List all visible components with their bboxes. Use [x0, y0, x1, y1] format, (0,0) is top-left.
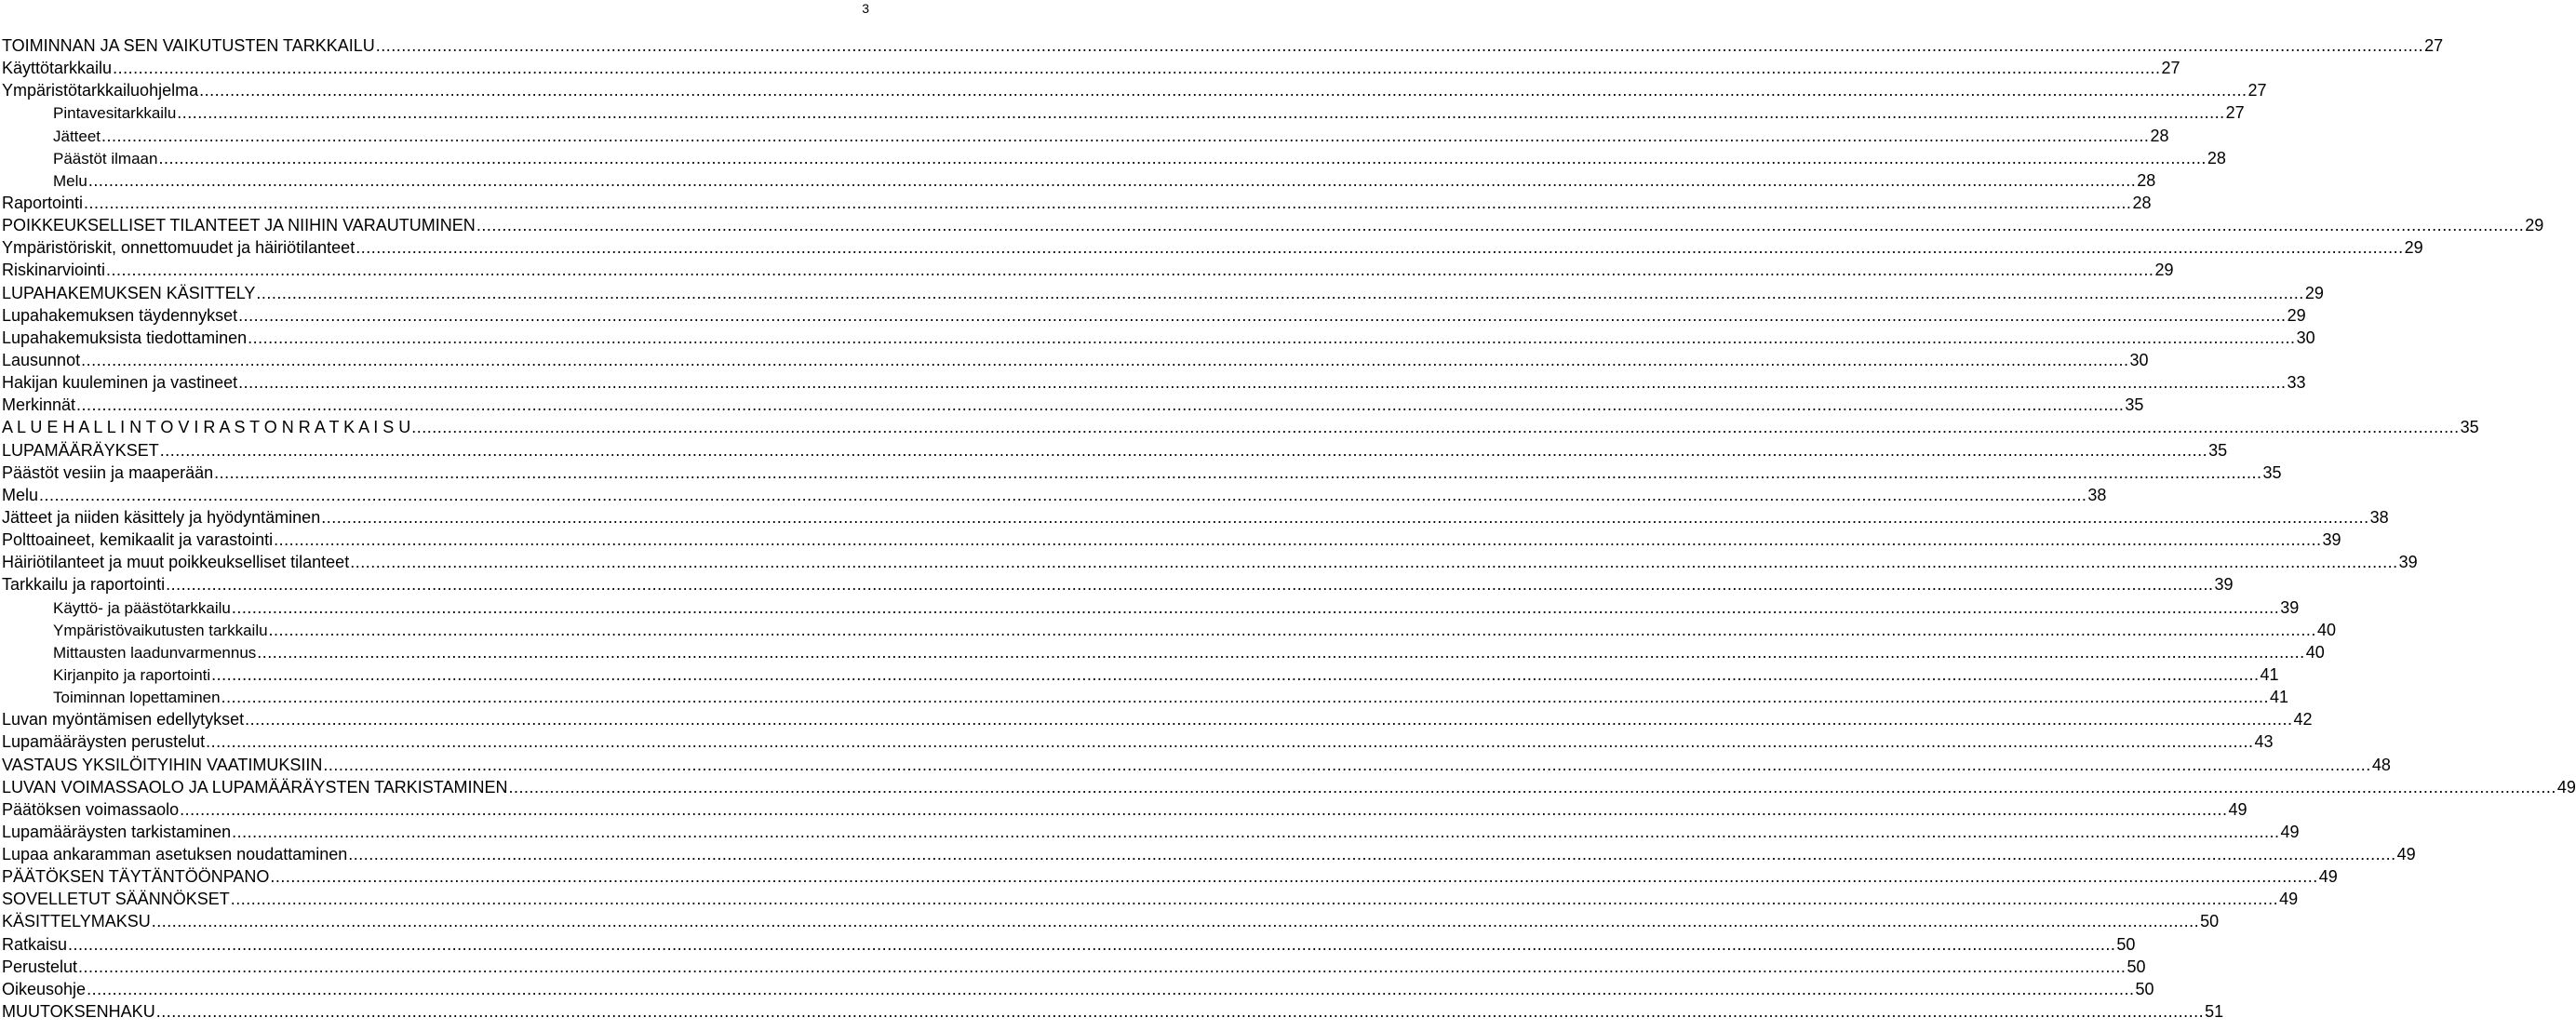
toc-entry-title: Pintavesitarkkailu — [53, 104, 177, 123]
toc-dot-leader: ................................................................................................................................................................................................................................................................................................................................................................................................................ — [151, 912, 2200, 931]
toc-entry[interactable] — [2, 125, 2169, 147]
toc-entry[interactable] — [2, 192, 2152, 214]
toc-entry[interactable] — [2, 776, 2576, 798]
toc-entry[interactable] — [2, 754, 2391, 776]
toc-dot-leader: ................................................................................................................................................................................................................................................................................................................................................................................................................ — [230, 890, 2279, 909]
toc-entry[interactable] — [2, 304, 2306, 327]
toc-entry[interactable] — [2, 259, 2174, 281]
toc-entry-page: 28 — [2132, 193, 2152, 212]
toc-dot-leader: ................................................................................................................................................................................................................................................................................................................................................................................................................ — [211, 664, 2260, 684]
toc-entry-title: Tarkkailu ja raportointi — [2, 575, 166, 595]
toc-entry[interactable] — [2, 573, 2234, 596]
toc-dot-leader: ................................................................................................................................................................................................................................................................................................................................................................................................................ — [245, 710, 2293, 730]
toc-dot-leader: ................................................................................................................................................................................................................................................................................................................................................................................................................ — [78, 957, 2127, 976]
toc-entry[interactable] — [2, 416, 2479, 438]
toc-dot-leader: ................................................................................................................................................................................................................................................................................................................................................................................................................ — [238, 305, 2287, 325]
toc-entry-page: 29 — [2404, 238, 2423, 258]
toc-entry[interactable] — [2, 708, 2313, 730]
toc-entry-title: SOVELLETUT SÄÄNNÖKSET — [2, 890, 230, 909]
toc-entry[interactable] — [2, 394, 2144, 416]
toc-entry-title: LUPAHAKEMUKSEN KÄSITTELY — [2, 283, 256, 302]
toc-dot-leader: ................................................................................................................................................................................................................................................................................................................................................................................................................ — [238, 373, 2287, 393]
toc-entry-title: Häiriötilanteet ja muut poikkeukselliset tilanteet — [2, 553, 350, 572]
toc-entry[interactable] — [2, 34, 2444, 57]
toc-entry-page: 39 — [2398, 553, 2418, 572]
toc-entry-page: 27 — [2225, 103, 2245, 123]
toc-entry[interactable] — [2, 865, 2338, 888]
toc-entry-title: VASTAUS YKSILÖITYIHIN VAATIMUKSIIN — [2, 755, 323, 774]
toc-entry[interactable] — [2, 484, 2107, 506]
toc-entry-title: Lupahakemuksista tiedottaminen — [2, 328, 248, 347]
toc-dot-leader: ................................................................................................................................................................................................................................................................................................................................................................................................................ — [106, 261, 2154, 280]
toc-entry-title: Riskinarviointi — [2, 261, 106, 280]
toc-entry[interactable] — [2, 371, 2306, 394]
toc-dot-leader: ................................................................................................................................................................................................................................................................................................................................................................................................................ — [87, 979, 2135, 998]
toc-entry-title: Ympäristötarkkailuohjelma — [2, 81, 199, 100]
toc-dot-leader: ................................................................................................................................................................................................................................................................................................................................................................................................................ — [256, 283, 2304, 302]
toc-entry-title: Melu — [2, 485, 39, 504]
toc-entry-title: Päästöt ilmaan — [53, 149, 158, 167]
table-of-contents — [2, 34, 2576, 1023]
toc-entry[interactable] — [2, 798, 2247, 821]
toc-entry-page: 49 — [2396, 845, 2416, 864]
toc-entry-page: 49 — [2228, 799, 2247, 819]
toc-entry-title: Luvan myöntämisen edellytykset — [2, 710, 245, 730]
toc-entry-title: Jätteet ja niiden käsittely ja hyödyntäminen — [2, 507, 321, 527]
toc-entry[interactable] — [2, 147, 2226, 169]
toc-dot-leader: ................................................................................................................................................................................................................................................................................................................................................................................................................ — [206, 732, 2254, 752]
toc-entry[interactable] — [2, 101, 2245, 124]
toc-entry-title: Ympäristöriskit, onnettomuudet ja häiriötilanteet — [2, 238, 356, 258]
toc-dot-leader: ................................................................................................................................................................................................................................................................................................................................................................................................................ — [248, 328, 2296, 347]
toc-entry[interactable] — [2, 462, 2282, 484]
toc-entry[interactable] — [2, 529, 2341, 551]
toc-entry-title: Raportointi — [2, 193, 84, 212]
toc-entry[interactable] — [2, 57, 2180, 79]
toc-entry-page: 39 — [2280, 597, 2300, 617]
toc-entry[interactable] — [2, 843, 2416, 865]
toc-entry-title: Ratkaisu — [2, 934, 68, 954]
toc-entry-page: 42 — [2293, 710, 2313, 730]
toc-entry-page: 35 — [2208, 440, 2228, 460]
toc-dot-leader: ................................................................................................................................................................................................................................................................................................................................................................................................................ — [232, 822, 2280, 841]
toc-dot-leader: ................................................................................................................................................................................................................................................................................................................................................................................................................ — [76, 395, 2125, 415]
toc-entry-title: Mittausten laadunvarmennus — [53, 643, 257, 662]
toc-entry-page: 50 — [2116, 934, 2136, 954]
toc-entry-page: 49 — [2280, 822, 2300, 841]
toc-entry-title: Lupamääräysten tarkistaminen — [2, 822, 232, 841]
toc-dot-leader: ................................................................................................................................................................................................................................................................................................................................................................................................................ — [231, 597, 2280, 617]
toc-entry-title: Lupamääräysten perustelut — [2, 732, 206, 752]
toc-entry-title: TOIMINNAN JA SEN VAIKUTUSTEN TARKKAILU — [2, 36, 375, 55]
toc-entry[interactable] — [2, 596, 2300, 619]
toc-dot-leader: ................................................................................................................................................................................................................................................................................................................................................................................................................ — [321, 507, 2369, 527]
toc-entry-page: 38 — [2369, 507, 2389, 527]
toc-dot-leader: ................................................................................................................................................................................................................................................................................................................................................................................................................ — [180, 799, 2228, 819]
toc-entry-title: Lupaa ankaramman asetuksen noudattaminen — [2, 845, 348, 864]
toc-entry-page: 29 — [2525, 216, 2544, 235]
toc-entry-page: 38 — [2087, 485, 2107, 504]
toc-entry[interactable] — [2, 349, 2149, 371]
toc-entry[interactable] — [2, 956, 2146, 978]
toc-entry[interactable] — [2, 663, 2279, 686]
toc-dot-leader: ................................................................................................................................................................................................................................................................................................................................................................................................................ — [199, 81, 2247, 100]
toc-entry-title: Päästöt vesiin ja maaperään — [2, 462, 214, 482]
toc-dot-leader: ................................................................................................................................................................................................................................................................................................................................................................................................................ — [350, 553, 2398, 572]
toc-dot-leader: ................................................................................................................................................................................................................................................................................................................................................................................................................ — [101, 126, 2150, 145]
toc-entry[interactable] — [2, 978, 2154, 1000]
toc-entry-page: 49 — [2318, 867, 2338, 887]
toc-dot-leader: ................................................................................................................................................................................................................................................................................................................................................................................................................ — [476, 216, 2525, 235]
toc-dot-leader: ................................................................................................................................................................................................................................................................................................................................................................................................................ — [270, 867, 2318, 887]
toc-entry-page: 48 — [2371, 755, 2391, 774]
toc-entry[interactable] — [2, 821, 2300, 843]
toc-entry-page: 35 — [2262, 462, 2282, 482]
toc-dot-leader: ................................................................................................................................................................................................................................................................................................................................................................................................................ — [158, 148, 2207, 167]
toc-entry-title: LUVAN VOIMASSAOLO JA LUPAMÄÄRÄYSTEN TARKISTAMINEN — [2, 777, 508, 797]
toc-entry-page: 50 — [2127, 957, 2146, 976]
toc-entry-title: Ympäristövaikutusten tarkkailu — [53, 621, 268, 639]
toc-entry[interactable] — [2, 439, 2228, 462]
toc-entry-page: 39 — [2322, 530, 2341, 550]
toc-entry-page: 39 — [2214, 575, 2234, 595]
toc-entry-title: Käyttötarkkailu — [2, 59, 113, 78]
toc-dot-leader: ................................................................................................................................................................................................................................................................................................................................................................................................................ — [356, 238, 2404, 258]
toc-dot-leader: ................................................................................................................................................................................................................................................................................................................................................................................................................ — [268, 620, 2316, 639]
toc-entry[interactable] — [2, 641, 2325, 663]
toc-entry-page: 41 — [2269, 688, 2288, 707]
toc-entry-page: 28 — [2150, 126, 2169, 145]
toc-entry-title: LUPAMÄÄRÄYKSET — [2, 440, 159, 460]
toc-dot-leader: ................................................................................................................................................................................................................................................................................................................................................................................................................ — [348, 845, 2396, 864]
toc-entry-page: 33 — [2287, 373, 2306, 393]
toc-dot-leader: ................................................................................................................................................................................................................................................................................................................................................................................................................ — [375, 36, 2424, 55]
toc-entry[interactable] — [2, 730, 2274, 753]
toc-entry[interactable] — [2, 933, 2136, 956]
toc-entry-title: Jätteet — [53, 127, 101, 145]
toc-entry[interactable] — [2, 327, 2315, 349]
toc-dot-leader: ................................................................................................................................................................................................................................................................................................................................................................................................................ — [323, 755, 2371, 774]
toc-entry-title: Polttoaineet, kemikaalit ja varastointi — [2, 530, 274, 550]
toc-entry[interactable] — [2, 506, 2389, 529]
toc-dot-leader: ................................................................................................................................................................................................................................................................................................................................................................................................................ — [221, 688, 2269, 707]
toc-dot-leader: ................................................................................................................................................................................................................................................................................................................................................................................................................ — [87, 170, 2137, 190]
toc-dot-leader: ................................................................................................................................................................................................................................................................................................................................................................................................................ — [508, 777, 2556, 797]
toc-entry-title: Melu — [53, 171, 87, 190]
toc-entry-page: 30 — [2296, 328, 2315, 347]
toc-entry-title: Lausunnot — [2, 350, 81, 369]
toc-entry[interactable] — [2, 79, 2267, 101]
toc-entry-title: Käyttö- ja päästötarkkailu — [53, 598, 231, 617]
toc-entry-page: 30 — [2129, 350, 2149, 369]
toc-entry-page: 35 — [2460, 418, 2479, 437]
toc-entry[interactable] — [2, 236, 2423, 259]
toc-entry-title: Lupahakemuksen täydennykset — [2, 305, 238, 325]
toc-entry-page: 49 — [2556, 777, 2576, 797]
toc-entry-title: PÄÄTÖKSEN TÄYTÄNTÖÖNPANO — [2, 867, 270, 887]
toc-entry-page: 50 — [2200, 912, 2220, 931]
toc-entry-page: 27 — [2424, 36, 2444, 55]
toc-dot-leader: ................................................................................................................................................................................................................................................................................................................................................................................................................ — [113, 59, 2161, 78]
toc-dot-leader: ................................................................................................................................................................................................................................................................................................................................................................................................................ — [177, 103, 2225, 123]
toc-entry[interactable] — [2, 686, 2288, 708]
page-number: 3 — [862, 1, 869, 16]
toc-entry[interactable] — [2, 619, 2336, 641]
toc-entry-page: 43 — [2254, 732, 2274, 752]
toc-entry-title: POIKKEUKSELLISET TILANTEET JA NIIHIN VARAUTUMINEN — [2, 216, 476, 235]
toc-entry-page: 29 — [2304, 283, 2324, 302]
toc-entry-page: 51 — [2205, 1002, 2224, 1022]
toc-entry[interactable] — [2, 888, 2299, 910]
toc-entry-page: 29 — [2154, 261, 2174, 280]
toc-entry-title: Hakijan kuuleminen ja vastineet — [2, 373, 238, 393]
toc-entry-page: 50 — [2135, 979, 2154, 998]
toc-entry-title: KÄSITTELYMAKSU — [2, 912, 151, 931]
toc-entry[interactable] — [2, 551, 2418, 573]
toc-dot-leader: ................................................................................................................................................................................................................................................................................................................................................................................................................ — [274, 530, 2322, 550]
toc-dot-leader: ................................................................................................................................................................................................................................................................................................................................................................................................................ — [68, 934, 2116, 954]
toc-entry-title: Perustelut — [2, 957, 78, 976]
toc-entry-page: 35 — [2125, 395, 2144, 415]
toc-entry-page: 28 — [2137, 170, 2156, 190]
toc-dot-leader: ................................................................................................................................................................................................................................................................................................................................................................................................................ — [257, 642, 2305, 662]
toc-entry-title: A L U E H A L L I N T O V I R A S T O N R A T K A I S U — [2, 418, 411, 437]
toc-entry-title: MUUTOKSENHAKU — [2, 1002, 155, 1022]
toc-entry-page: 29 — [2287, 305, 2306, 325]
toc-entry-title: Kirjanpito ja raportointi — [53, 665, 211, 684]
toc-entry-title: Merkinnät — [2, 395, 76, 415]
toc-entry-page: 40 — [2305, 642, 2325, 662]
toc-entry[interactable] — [2, 282, 2324, 304]
toc-dot-leader: ................................................................................................................................................................................................................................................................................................................................................................................................................ — [214, 462, 2262, 482]
toc-dot-leader: ................................................................................................................................................................................................................................................................................................................................................................................................................ — [411, 418, 2460, 437]
toc-entry-page: 28 — [2207, 148, 2226, 167]
toc-dot-leader: ................................................................................................................................................................................................................................................................................................................................................................................................................ — [166, 575, 2214, 595]
toc-entry-page: 27 — [2161, 59, 2180, 78]
toc-entry-page: 27 — [2247, 81, 2267, 100]
toc-entry-page: 41 — [2260, 664, 2279, 684]
toc-dot-leader: ................................................................................................................................................................................................................................................................................................................................................................................................................ — [159, 440, 2208, 460]
toc-entry-title: Toiminnan lopettaminen — [53, 689, 221, 707]
toc-dot-leader: ................................................................................................................................................................................................................................................................................................................................................................................................................ — [81, 350, 2129, 369]
toc-entry[interactable] — [2, 910, 2220, 932]
toc-entry-title: Päätöksen voimassaolo — [2, 799, 180, 819]
toc-entry[interactable] — [2, 169, 2156, 192]
toc-entry-title: Oikeusohje — [2, 979, 87, 998]
toc-entry-page: 40 — [2316, 620, 2336, 639]
toc-entry[interactable] — [2, 1000, 2224, 1023]
toc-dot-leader: ................................................................................................................................................................................................................................................................................................................................................................................................................ — [155, 1002, 2205, 1022]
toc-entry-page: 49 — [2279, 890, 2299, 909]
toc-entry[interactable] — [2, 214, 2544, 236]
toc-dot-leader: ................................................................................................................................................................................................................................................................................................................................................................................................................ — [84, 193, 2132, 212]
toc-dot-leader: ................................................................................................................................................................................................................................................................................................................................................................................................................ — [39, 485, 2087, 504]
